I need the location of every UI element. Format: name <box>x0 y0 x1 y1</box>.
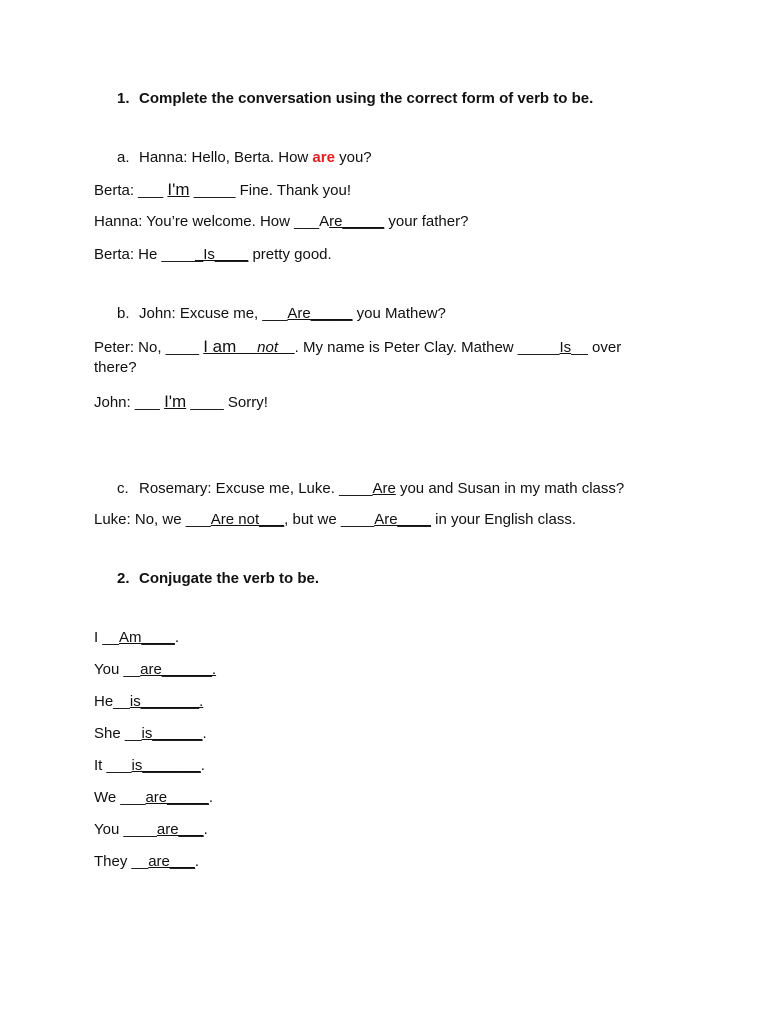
answer-text: are_____ <box>145 789 209 806</box>
pronoun-text: She __ <box>94 725 142 742</box>
dialog-c-marker: c. <box>117 480 129 497</box>
pronoun-text: You ____ <box>94 821 157 838</box>
dialog-text: you Mathew? <box>352 305 446 322</box>
pronoun-text: It ___ <box>94 757 132 774</box>
answer-text: are______. <box>140 661 217 678</box>
pronoun-text: They __ <box>94 853 149 870</box>
pronoun-text: I __ <box>94 629 120 646</box>
dialog-text: Hanna: Hello, Berta. How <box>139 149 313 166</box>
dialog-a-line-4 <box>94 245 332 265</box>
section-1-heading <box>117 89 593 109</box>
dialog-text: Peter: No, ____ <box>94 339 204 356</box>
conjugation-row <box>94 852 199 872</box>
section-1-text: Complete the conversation using the correct form of verb to be. <box>139 90 594 107</box>
dialog-text: Berta: He ____ <box>94 246 195 263</box>
answer-text: are___ <box>156 821 204 838</box>
dialog-text: Luke: No, we ___ <box>94 511 211 528</box>
underline-gap <box>278 339 295 356</box>
dialog-text: pretty good. <box>248 246 332 263</box>
punctuation: . <box>203 821 208 838</box>
dialog-text: Berta: ___ <box>94 182 168 199</box>
answer-text: I'm <box>164 392 187 411</box>
punctuation: . <box>202 725 207 742</box>
punctuation: . <box>208 789 214 806</box>
conjugation-row <box>94 660 216 680</box>
answer-text: I am <box>203 337 237 356</box>
dialog-text: ____ Sorry! <box>186 394 268 411</box>
conjugation-row <box>94 692 203 712</box>
dialog-a-line-1 <box>117 148 372 168</box>
answer-text: not <box>257 339 278 356</box>
dialog-text: there? <box>94 359 137 376</box>
answer-text: Are_____ <box>287 305 353 322</box>
pronoun-text: You __ <box>94 661 141 678</box>
answer-text <box>203 339 294 356</box>
answer-text: re_____ <box>329 213 385 230</box>
dialog-b-line-2 <box>94 337 621 358</box>
answer-text: is_______. <box>129 693 204 710</box>
dialog-c-line-1 <box>117 479 624 499</box>
answer-text: Is <box>559 339 572 356</box>
dialog-b-line-3 <box>94 392 268 413</box>
dialog-text: John: Excuse me, ___ <box>139 305 288 322</box>
section-2-text: Conjugate the verb to be. <box>139 570 320 587</box>
dialog-a-marker: a. <box>117 149 130 166</box>
dialog-text: , but we ____ <box>284 511 375 528</box>
dialog-b-line-2-continued <box>94 358 137 378</box>
dialog-text: . My name is Peter Clay. Mathew _____ <box>294 339 560 356</box>
answer-text: Are____ <box>374 511 431 528</box>
dialog-text: in your English class. <box>430 511 577 528</box>
section-1-number: 1. <box>117 90 130 107</box>
pronoun-text: We ___ <box>94 789 146 806</box>
dialog-a-line-2 <box>94 180 351 201</box>
dialog-a-line-3 <box>94 212 468 232</box>
dialog-b-line-1 <box>117 304 446 324</box>
conjugation-row <box>94 628 179 648</box>
answer-text: _Is____ <box>194 246 249 263</box>
dialog-c-line-2 <box>94 510 576 530</box>
answer-text: is_______ <box>131 757 201 774</box>
dialog-text: Hanna: You’re welcome. How ___A <box>94 213 330 230</box>
punctuation: . <box>174 629 180 646</box>
answer-text: Are <box>372 480 396 497</box>
section-2-heading <box>117 569 319 589</box>
answer-text: are <box>312 149 335 166</box>
dialog-text: __ over <box>571 339 622 356</box>
underline-gap <box>236 339 257 356</box>
dialog-text: Rosemary: Excuse me, Luke. ____ <box>139 480 373 497</box>
pronoun-text: He__ <box>94 693 130 710</box>
answer-text: I'm <box>167 180 190 199</box>
dialog-text: John: ___ <box>94 394 165 411</box>
conjugation-row <box>94 820 208 840</box>
conjugation-row <box>94 724 207 744</box>
conjugation-row <box>94 788 213 808</box>
answer-text: are___ <box>148 853 195 870</box>
punctuation: . <box>194 853 200 870</box>
dialog-text: _____ Fine. Thank you! <box>189 182 352 199</box>
answer-text: is______ <box>141 725 203 742</box>
section-2-number: 2. <box>117 570 130 587</box>
dialog-b-marker: b. <box>117 305 130 322</box>
conjugation-row <box>94 756 205 776</box>
dialog-text: your father? <box>384 213 469 230</box>
answer-text: Are not___ <box>210 511 285 528</box>
punctuation: . <box>200 757 205 774</box>
answer-text: Am____ <box>119 629 175 646</box>
dialog-text: you and Susan in my math class? <box>395 480 625 497</box>
dialog-text: you? <box>334 149 372 166</box>
